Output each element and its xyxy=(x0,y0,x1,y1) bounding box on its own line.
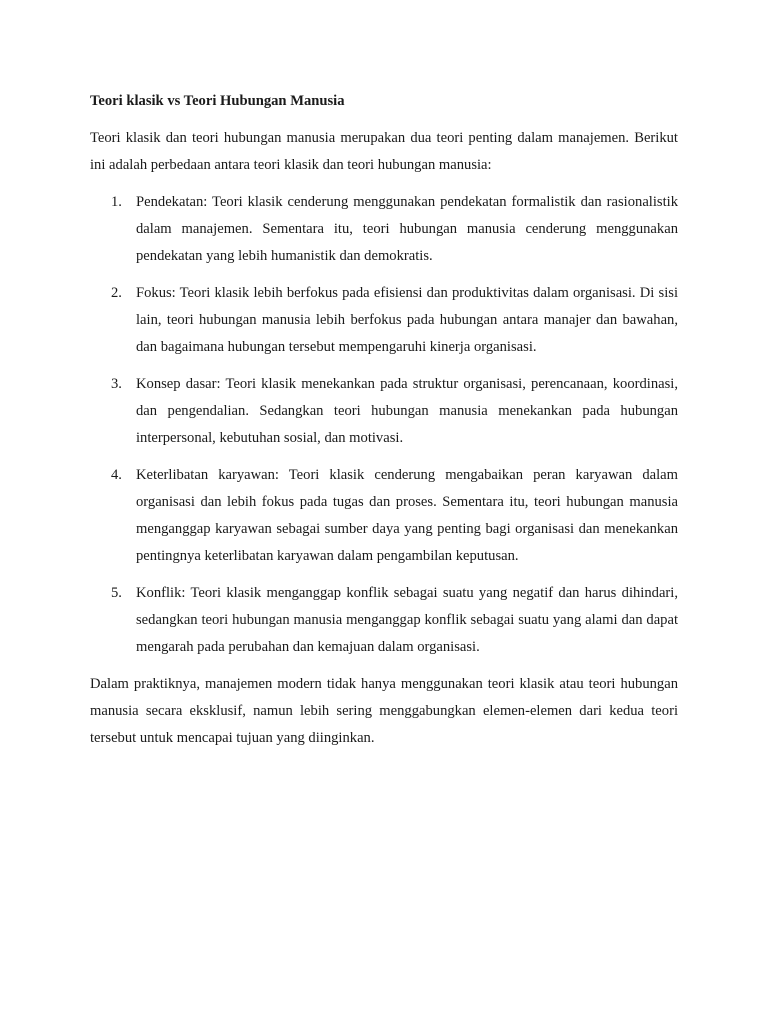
list-item-number: 4. xyxy=(111,467,122,483)
intro-paragraph: Teori klasik dan teori hubungan manusia merupakan dua teori penting dalam manajemen. Berikut ini adalah perbedaan antara teori klasik dan teori hubungan manusia: xyxy=(90,130,678,173)
document-body xyxy=(90,88,678,752)
list-item-number: 2. xyxy=(111,285,122,301)
list-item-text: Konflik: Teori klasik menganggap konflik sebagai suatu yang negatif dan harus dihindari, sedangkan teori hubungan manusia menganggap konflik sebagai suatu yang alami dan dapat mengarah pada perubahan dan kemajuan dalam organisasi. xyxy=(136,585,678,655)
list-item xyxy=(90,371,678,452)
list-item-text: Fokus: Teori klasik lebih berfokus pada efisiensi dan produktivitas dalam organisasi. Di sisi lain, teori hubungan manusia lebih berfokus pada hubungan antara manajer dan bawahan, dan bagaimana hubungan tersebut mempengaruhi kinerja organisasi. xyxy=(136,285,678,355)
document-title: Teori klasik vs Teori Hubungan Manusia xyxy=(90,93,345,109)
closing-paragraph: Dalam praktiknya, manajemen modern tidak hanya menggunakan teori klasik atau teori hubungan manusia secara eksklusif, namun lebih sering menggabungkan elemen-elemen dari kedua teori tersebut untuk mencapai tujuan yang diinginkan. xyxy=(90,676,678,746)
list-item-text: Konsep dasar: Teori klasik menekankan pada struktur organisasi, perencanaan, koordinasi, dan pengendalian. Sedangkan teori hubungan manusia menekankan pada hubungan interpersonal, kebutuhan sosial, dan motivasi. xyxy=(136,376,678,446)
list-item xyxy=(90,280,678,361)
list-item-text: Pendekatan: Teori klasik cenderung menggunakan pendekatan formalistik dan rasionalistik dalam manajemen. Sementara itu, teori hubungan manusia cenderung menggunakan pendekatan yang lebih humanistik dan demokratis. xyxy=(136,194,678,264)
comparison-list xyxy=(90,189,678,661)
list-item-number: 3. xyxy=(111,376,122,392)
list-item xyxy=(90,189,678,270)
list-item-text: Keterlibatan karyawan: Teori klasik cenderung mengabaikan peran karyawan dalam organisasi dan lebih fokus pada tugas dan proses. Sementara itu, teori hubungan manusia menganggap karyawan sebagai sumber daya yang penting bagi organisasi dan menekankan pentingnya keterlibatan karyawan dalam pengambilan keputusan. xyxy=(136,467,678,564)
list-item xyxy=(90,580,678,661)
list-item xyxy=(90,462,678,570)
list-item-number: 1. xyxy=(111,194,122,210)
list-item-number: 5. xyxy=(111,585,122,601)
